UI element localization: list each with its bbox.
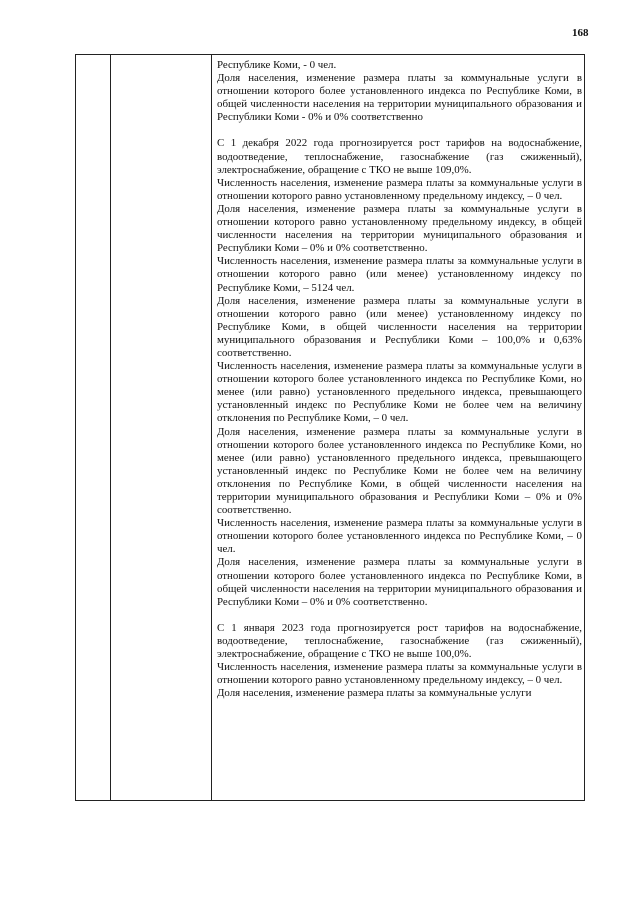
- paragraph: Численность населения, изменение размера платы за коммунальные услуги в отношении которого более установленного индекса по Республике Коми, но менее (или равно) установленного предельного индекса, превышающего установленный индекс по Республике Коми не более чем на величину отклонения по Республике Коми, – 0 чел.: [217, 360, 582, 425]
- column-divider-1: [110, 55, 111, 800]
- paragraph: Численность населения, изменение размера платы за коммунальные услуги в отношении которого равно (или менее) установленному индексу по Республике Коми, – 5124 чел.: [217, 255, 582, 294]
- paragraph: Численность населения, изменение размера платы за коммунальные услуги в отношении которого равно установленному предельному индексу, – 0 чел.: [217, 661, 582, 687]
- paragraph: Численность населения, изменение размера платы за коммунальные услуги в отношении которого более установленного индекса по Республике Коми, – 0 чел.: [217, 517, 582, 556]
- paragraph: С 1 декабря 2022 года прогнозируется рост тарифов на водоснабжение, водоотведение, теплоснабжение, газоснабжение (газ сжиженный), электроснабжение, обращение с ТКО не выше 109,0%.: [217, 137, 582, 176]
- table-cell-text: [217, 59, 582, 700]
- paragraph-spacer: [217, 124, 582, 137]
- paragraph: Доля населения, изменение размера платы за коммунальные услуги в отношении которого более установленного индекса по Республике Коми, в общей численности населения на территории муниципального образования и Республики Коми - 0% и 0% соответственно: [217, 72, 582, 124]
- paragraph: С 1 января 2023 года прогнозируется рост тарифов на водоснабжение, водоотведение, теплоснабжение, газоснабжение (газ сжиженный), электроснабжение, обращение с ТКО не выше 100,0%.: [217, 621, 582, 661]
- page-number: 168: [572, 27, 589, 39]
- column-divider-2: [211, 55, 212, 800]
- paragraph: Республике Коми, - 0 чел.: [217, 59, 337, 71]
- paragraph: Доля населения, изменение размера платы за коммунальные услуги в отношении которого более установленного индекса по Республике Коми, но менее (или равно) установленного предельного индекса, превышающего установленный индекс по Республике Коми не более чем на величину отклонения по Республике Коми, в общей численности населения на территории муниципального образования и Республики Коми – 0% и 0% соответственно.: [217, 425, 582, 517]
- paragraph: Доля населения, изменение размера платы за коммунальные услуги в отношении которого равно установленному предельному индексу, в общей численности населения на территории муниципального образования и Республики Коми – 0% и 0% соответственно.: [217, 202, 582, 255]
- paragraph: Доля населения, изменение размера платы за коммунальные услуги в отношении которого более установленного индекса по Республике Коми, в общей численности населения на территории муниципального образования и Республики Коми – 0% и 0% соответственно.: [217, 556, 582, 608]
- paragraph: Доля населения, изменение размера платы за коммунальные услуги в отношении которого равно (или менее) установленному индексу по Республике Коми, в общей численности населения на территории муниципального образования и Республики Коми – 100,0% и 0,63% соответственно.: [217, 294, 582, 359]
- document-table: [75, 54, 585, 801]
- paragraph: Доля населения, изменение размера платы за коммунальные услуги: [217, 687, 532, 700]
- paragraph: Численность населения, изменение размера платы за коммунальные услуги в отношении которого равно установленному предельному индексу, – 0 чел.: [217, 176, 582, 202]
- paragraph-spacer: [217, 609, 582, 622]
